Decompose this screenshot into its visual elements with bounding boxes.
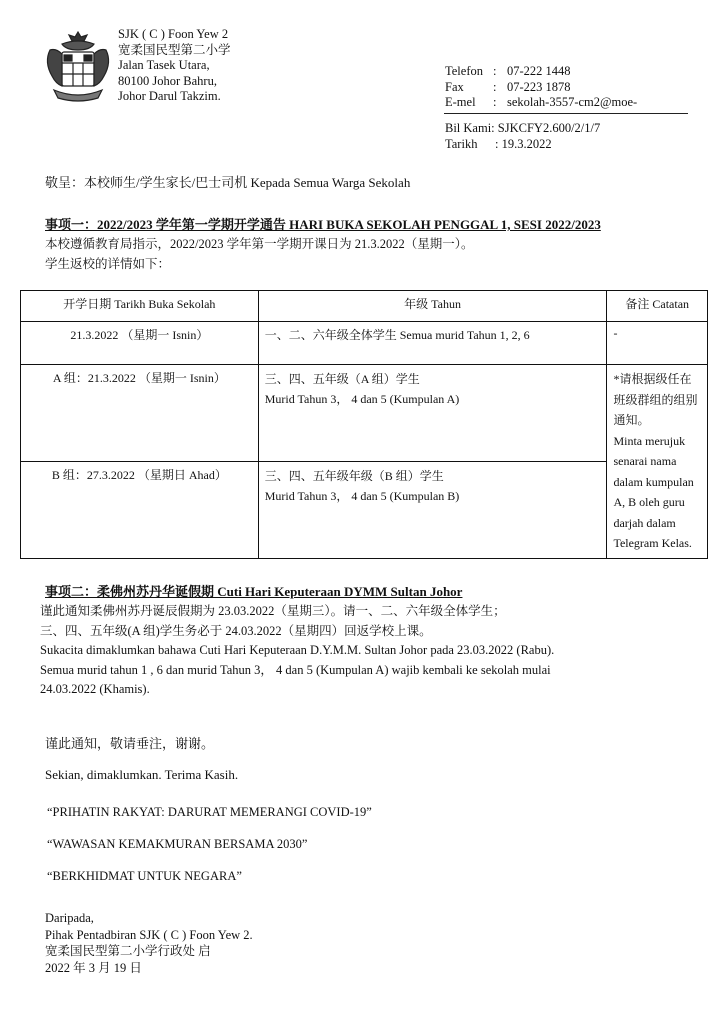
date-cell: 21.3.2022 （星期一 Isnin） (21, 322, 259, 365)
date-cell: B 组：27.3.2022 （星期日 Ahad） (21, 461, 259, 558)
note-line: A, B oleh guru (613, 495, 685, 509)
table-header-row (21, 291, 708, 322)
school-crest-logo (40, 28, 116, 106)
signature-line: 2022 年 3 月 19 日 (45, 960, 142, 975)
column-header: 年级 Tahun (258, 291, 607, 322)
signature-line: Pihak Pentadbiran SJK ( C ) Foon Yew 2. (45, 927, 253, 942)
paragraph-line: 本校遵循教育局指示，2022/2023 学年第一学期开课日为 21.3.2022（星期一）。 (45, 237, 474, 251)
schedule-table (20, 290, 708, 559)
school-info (118, 27, 231, 105)
note-line: dalam kumpulan (613, 474, 694, 489)
ref-value: SJKCFY2.600/2/1/7 (497, 121, 601, 135)
colon: : (493, 64, 497, 78)
address-line: Johor Darul Takzim. (118, 89, 221, 103)
fax-value: 07-223 1878 (507, 79, 571, 94)
column-header: 开学日期 Tarikh Buka Sekolah (21, 291, 259, 322)
paragraph-line: 学生返校的详情如下： (45, 257, 171, 271)
note-line: darjah dalam (613, 515, 676, 530)
note-line: 班级群组的组别 (613, 392, 698, 407)
section2-body (40, 602, 554, 700)
paragraph-line: 24.03.2022 (Khamis). (40, 682, 150, 696)
closing-line: 谨此通知，敬请垂注，谢谢。 (45, 736, 215, 751)
note-line: Telegram Kelas. (613, 536, 692, 550)
note-cell (607, 365, 708, 559)
email-label: E-mel (445, 95, 476, 109)
grade-line: 三、四、五年级年级（B 组）学生 (264, 468, 444, 483)
grade-cell (258, 365, 607, 462)
paragraph-line: Semua murid tahun 1 , 6 dan murid Tahun 3， 4 dan 5 (Kumpulan A) wajib kembali ke sekolah mulai (40, 662, 551, 677)
note-line: *请根据级任在 (613, 372, 692, 386)
salutation: 敬呈：本校师生/学生家长/巴士司机 Kepada Semua Warga Sekolah (45, 175, 411, 190)
grade-line: Murid Tahun 3， 4 dan 5 (Kumpulan B) (264, 488, 460, 503)
grade-cell: 一、二、六年级全体学生 Semua murid Tahun 1, 2, 6 (258, 322, 607, 365)
paragraph-line: Sukacita dimaklumkan bahawa Cuti Hari Keputeraan D.Y.M.M. Sultan Johor pada 23.03.2022 (Rabu). (40, 643, 555, 657)
contact-info (445, 64, 637, 111)
slogan: “BERKHIDMAT UNTUK NEGARA” (47, 869, 242, 883)
note-cell: - (607, 322, 708, 365)
closing (45, 734, 238, 784)
grade-line: 三、四、五年级（A 组）学生 (264, 372, 420, 386)
table-row (21, 322, 708, 365)
paragraph-line: 谨此通知柔佛州苏丹诞辰假期为 23.03.2022（星期三）。请一、二、六年级全体学生； (40, 604, 506, 618)
date-value: : 19.3.2022 (495, 136, 552, 151)
signature-block (45, 910, 253, 976)
slogans (47, 805, 372, 901)
phone-label: Telefon (445, 64, 483, 78)
colon: : (493, 79, 497, 94)
note-line: 通知。 (613, 413, 650, 427)
closing-line: Sekian, dimaklumkan. Terima Kasih. (45, 767, 239, 782)
address-line: Jalan Tasek Utara, (118, 58, 210, 72)
table-row (21, 461, 708, 558)
slogan: “PRIHATIN RAKYAT: DARURAT MEMERANGI COVID-19” (47, 805, 372, 819)
section1-title: 事项一：2022/2023 学年第一学期开学通告 HARI BUKA SEKOLAH PENGGAL 1, SESI 2022/2023 (45, 217, 601, 232)
slogan: “WAWASAN KEMAKMURAN BERSAMA 2030” (47, 837, 308, 851)
signature-line: Daripada, (45, 911, 94, 925)
email-value: sekolah-3557-cm2@moe- (507, 95, 638, 109)
note-line: senarai nama (613, 454, 677, 468)
colon: : (493, 95, 497, 109)
header-divider (444, 113, 688, 114)
date-label: Tarikh (445, 136, 478, 151)
date-cell: A 组：21.3.2022 （星期一 Isnin） (21, 365, 259, 462)
address-line: 80100 Johor Bahru, (118, 73, 217, 88)
reference-info (445, 121, 600, 152)
phone-value: 07-222 1448 (507, 64, 571, 78)
paragraph-line: 三、四、五年级(A 组)学生务必于 24.03.2022（星期四）回返学校上课。 (40, 623, 432, 638)
grade-cell (258, 461, 607, 558)
signature-line: 宽柔国民型第二小学行政处 启 (45, 944, 211, 958)
ref-label: Bil Kami: (445, 121, 495, 135)
school-name: SJK ( C ) Foon Yew 2 (118, 27, 229, 41)
note-line: Minta merujuk (613, 433, 686, 448)
section1-body (45, 234, 473, 274)
section2-title: 事项二：柔佛州苏丹华诞假期 Cuti Hari Keputeraan DYMM Sultan Johor (45, 584, 463, 599)
grade-line: Murid Tahun 3， 4 dan 5 (Kumpulan A) (264, 392, 460, 406)
table-row (21, 365, 708, 462)
school-name-chinese: 宽柔国民型第二小学 (118, 42, 231, 57)
column-header: 备注 Catatan (607, 291, 708, 322)
fax-label: Fax (445, 79, 464, 94)
